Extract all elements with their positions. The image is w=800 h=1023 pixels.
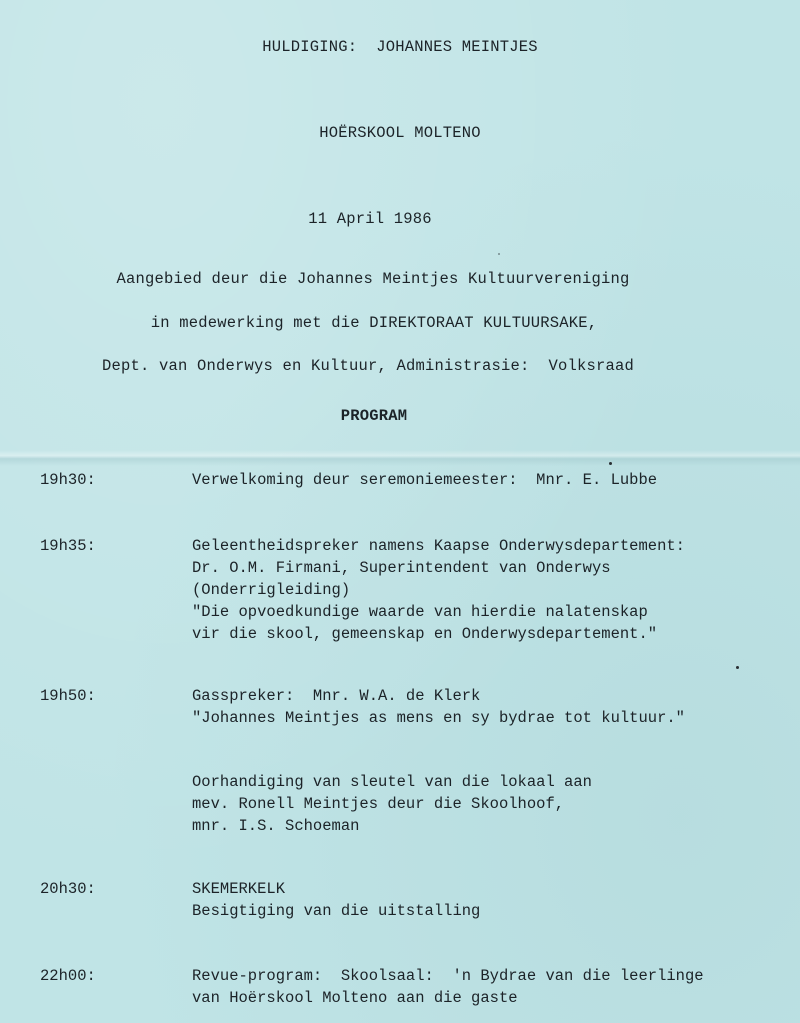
program-line: mev. Ronell Meintjes deur die Skoolhoof, <box>192 795 565 813</box>
ink-speck <box>609 462 612 465</box>
program-heading: PROGRAM <box>340 407 408 425</box>
department-line: Dept. van Onderwys en Kultuur, Administrasie: Volksraad <box>101 357 635 375</box>
ink-speck <box>736 666 739 669</box>
program-line: vir die skool, gemeenskap en Onderwysdepartement." <box>192 625 658 643</box>
cooperation-line: in medewerking met die DIREKTORAAT KULTUURSAKE, <box>150 314 598 332</box>
program-line: Geleentheidspreker namens Kaapse Onderwysdepartement: <box>192 537 685 555</box>
program-time: 19h50: <box>40 687 96 705</box>
program-line: "Johannes Meintjes as mens en sy bydrae tot kultuur." <box>192 709 685 727</box>
program-line: (Onderrigleiding) <box>192 581 351 599</box>
event-date: 11 April 1986 <box>308 210 432 228</box>
program-time: 19h35: <box>40 537 96 555</box>
program-description <box>192 878 480 922</box>
program-line: Revue-program: Skoolsaal: 'n Bydrae van die leerlinge <box>192 967 704 985</box>
program-description <box>192 469 657 491</box>
program-description <box>192 535 685 645</box>
program-line: SKEMERKELK <box>192 880 286 898</box>
paper-fold-crease <box>0 450 800 466</box>
program-description <box>192 771 592 837</box>
document-title: HULDIGING: JOHANNES MEINTJES <box>262 38 538 56</box>
program-line: Oorhandiging van sleutel van die lokaal aan <box>192 773 592 791</box>
program-line: Besigtiging van die uitstalling <box>192 902 481 920</box>
program-line: Gasspreker: Mnr. W.A. de Klerk <box>192 687 481 705</box>
program-description <box>192 965 704 1009</box>
program-description <box>192 685 685 729</box>
program-time: 20h30: <box>40 880 96 898</box>
program-line: Verwelkoming deur seremoniemeester: Mnr. E. Lubbe <box>192 471 658 489</box>
program-line: mnr. I.S. Schoeman <box>192 817 360 835</box>
program-time: 19h30: <box>40 471 96 489</box>
ink-speck <box>498 253 500 255</box>
presented-by-line: Aangebied deur die Johannes Meintjes Kultuurvereniging <box>116 270 630 288</box>
program-line: van Hoërskool Molteno aan die gaste <box>192 989 518 1007</box>
program-line: Dr. O.M. Firmani, Superintendent van Onderwys <box>192 559 611 577</box>
school-name: HOËRSKOOL MOLTENO <box>319 124 481 142</box>
program-line: "Die opvoedkundige waarde van hierdie nalatenskap <box>192 603 648 621</box>
program-time: 22h00: <box>40 967 96 985</box>
